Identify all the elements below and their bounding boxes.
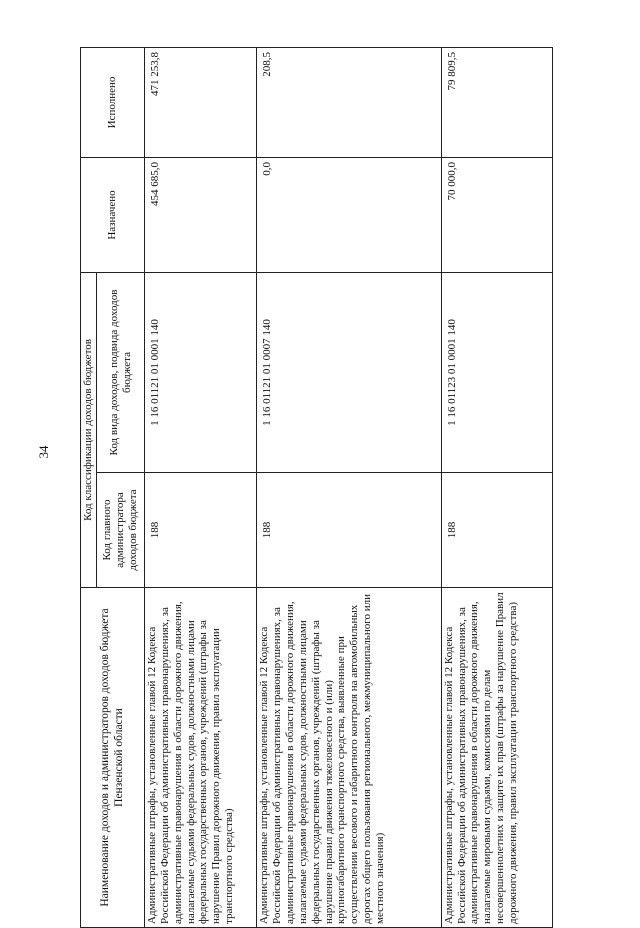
table-row (257, 48, 441, 928)
header-revenue-code: Код вида доходов, подвида доходов бюджета (97, 273, 145, 473)
header-name: Наименование доходов и администраторов доходов бюджета Пензенской области (81, 588, 145, 928)
row-revenue-code: 1 16 01121 01 0001 140 (145, 273, 257, 473)
page-number: 34 (36, 445, 51, 459)
header-assigned: Назначено (81, 158, 145, 273)
row-assigned: 0,0 (257, 158, 441, 273)
row-executed: 208,5 (257, 48, 441, 158)
table-row (145, 48, 257, 928)
row-executed: 471 253,8 (145, 48, 257, 158)
header-admin-code: Код главного администратора доходов бюджета (97, 473, 145, 588)
row-name: Административные штрафы, установленные главой 12 Кодекса Российской Федерации об административных правонарушениях, за административные правонарушения в области дорожного движения, налагаемые мировыми судьями, комиссиями по делам несовершеннолетних и защите их прав (штрафы за нарушение Правил дорожного движения, правил эксплуатации транспортного средства) (441, 588, 552, 928)
budget-revenue-table (80, 47, 553, 928)
row-admin-code: 188 (145, 473, 257, 588)
row-assigned: 70 000,0 (441, 158, 552, 273)
row-executed: 79 809,5 (441, 48, 552, 158)
row-revenue-code: 1 16 01123 01 0001 140 (441, 273, 552, 473)
row-admin-code: 188 (257, 473, 441, 588)
row-admin-code: 188 (441, 473, 552, 588)
table-row (441, 48, 552, 928)
row-assigned: 454 685,0 (145, 158, 257, 273)
budget-table-rotated (80, 48, 553, 928)
row-name: Административные штрафы, установленные главой 12 Кодекса Российской Федерации об административных правонарушениях, за административные правонарушения в области дорожного движения, налагаемые судьями федеральных судов, должностными лицами федеральных государственных органов, учреждений (штрафы за нарушение Правил дорожного движения, правил эксплуатации транспортного средства) (145, 588, 257, 928)
header-executed: Исполнено (81, 48, 145, 158)
header-classification-group: Код классификации доходов бюджетов (81, 273, 97, 588)
row-revenue-code: 1 16 01121 01 0007 140 (257, 273, 441, 473)
row-name: Административные штрафы, установленные главой 12 Кодекса Российской Федерации об административных правонарушениях, за административные правонарушения в области дорожного движения, налагаемые судьями федеральных судов, должностными лицами федеральных государственных органов, учреждений (штрафы за нарушение правил движения тяжеловесного и (или) крупногабаритного транспортного средства, выявленные при осуществлении весового и габаритного контроля на автомобильных дорогах общего пользования регионального, межмуниципального или местного значения) (257, 588, 441, 928)
